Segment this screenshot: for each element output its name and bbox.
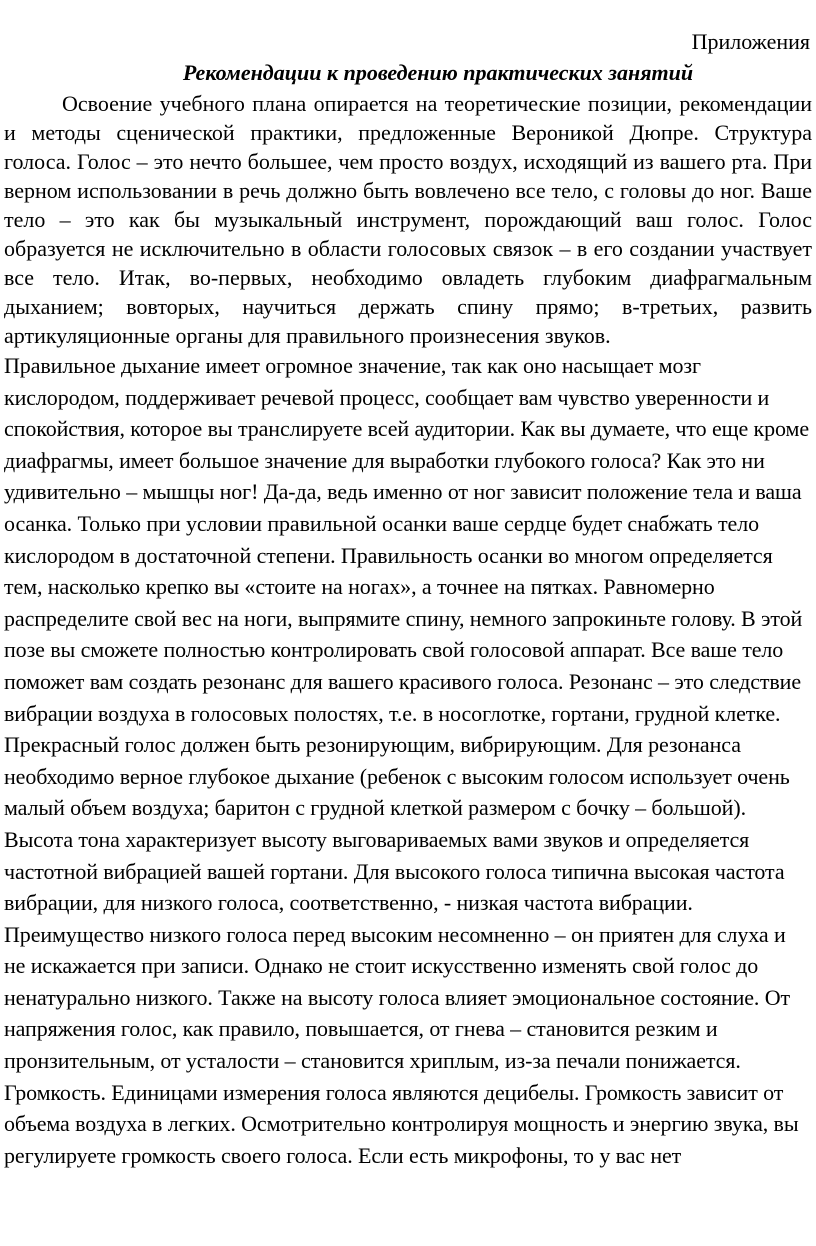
paragraph-breathing: Правильное дыхание имеет огромное значение, так как оно насыщает мозг кислородом, поддерживает речевой процесс, сообщает вам чувство уверенности и спокойствия, которое вы транслируете всей аудитории. Как вы думаете, что еще кроме диафрагмы, имеет большое значение для выработки глубокого голоса? Как это ни удивительно – мышцы ног! Да-да, ведь именно от ног зависит положение тела и ваша осанка. Только при условии правильной осанки ваше сердце будет снабжать тело кислородом в достаточной степени. Правильность осанки во многом определяется тем, насколько крепко вы «стоите на ногах», а точнее на пятках. Равномерно распределите свой вес на ноги, выпрямите спину, немного запрокиньте голову. В этой позе вы сможете полностью контролировать свой голосовой аппарат. Все ваше тело поможет вам создать резонанс для вашего красивого голоса. Резонанс – это следствие вибрации воздуха в голосовых полостях, т.е. в носоглотке, гортани, грудной клетке. Прекрасный голос должен быть резонирующим, вибрирующим. Для резонанса необходимо верное глубокое дыхание (ребенок с высоким голосом использует очень малый объем воздуха; баритон с грудной клеткой размером с бочку – большой). Высота тона характеризует высоту выговариваемых вами звуков и определяется частотной вибрацией вашей гортани. Для высокого голоса типична высокая частота вибрации, для низкого голоса, соответственно, - низкая частота вибрации. Преимущество низкого голоса перед высоким несомненно – он приятен для слуха и не искажается при записи. Однако не стоит искусственно изменять свой голос до ненатурально низкого. Также на высоту голоса влияет эмоциональное состояние. От напряжения голос, как правило, повышается, от гнева – становится резким и пронзительным, от усталости – становится хриплым, из-за печали понижается. Громкость. Единицами измерения голоса являются децибелы. Громкость зависит от объема воздуха в легких. Осмотрительно контролируя мощность и энергию звука, вы регулируете громкость своего голоса. Если есть микрофоны, то у вас нет: [4, 353, 809, 1168]
document-title: Рекомендации к проведению практических занятий: [182, 60, 694, 85]
paragraph-intro: Освоение учебного плана опирается на теоретические позиции, рекомендации и методы сценической практики, предложенные Вероникой Дюпре. Структура голоса. Голос – это нечто большее, чем просто воздух, исходящий из вашего рта. При верном использовании в речь должно быть вовлечено все тело, с головы до ног. Ваше тело – это как бы музыкальный инструмент, порождающий ваш голос. Голос образуется не исключительно в области голосовых связок – в его создании участвует все тело. Итак, во-первых, необходимо овладеть глубоким диафрагмальным дыханием; вовторых, научиться держать спину прямо; в-третьих, развить артикуляционные органы для правильного произнесения звуков.: [4, 91, 812, 348]
appendix-label: Приложения: [691, 29, 810, 54]
